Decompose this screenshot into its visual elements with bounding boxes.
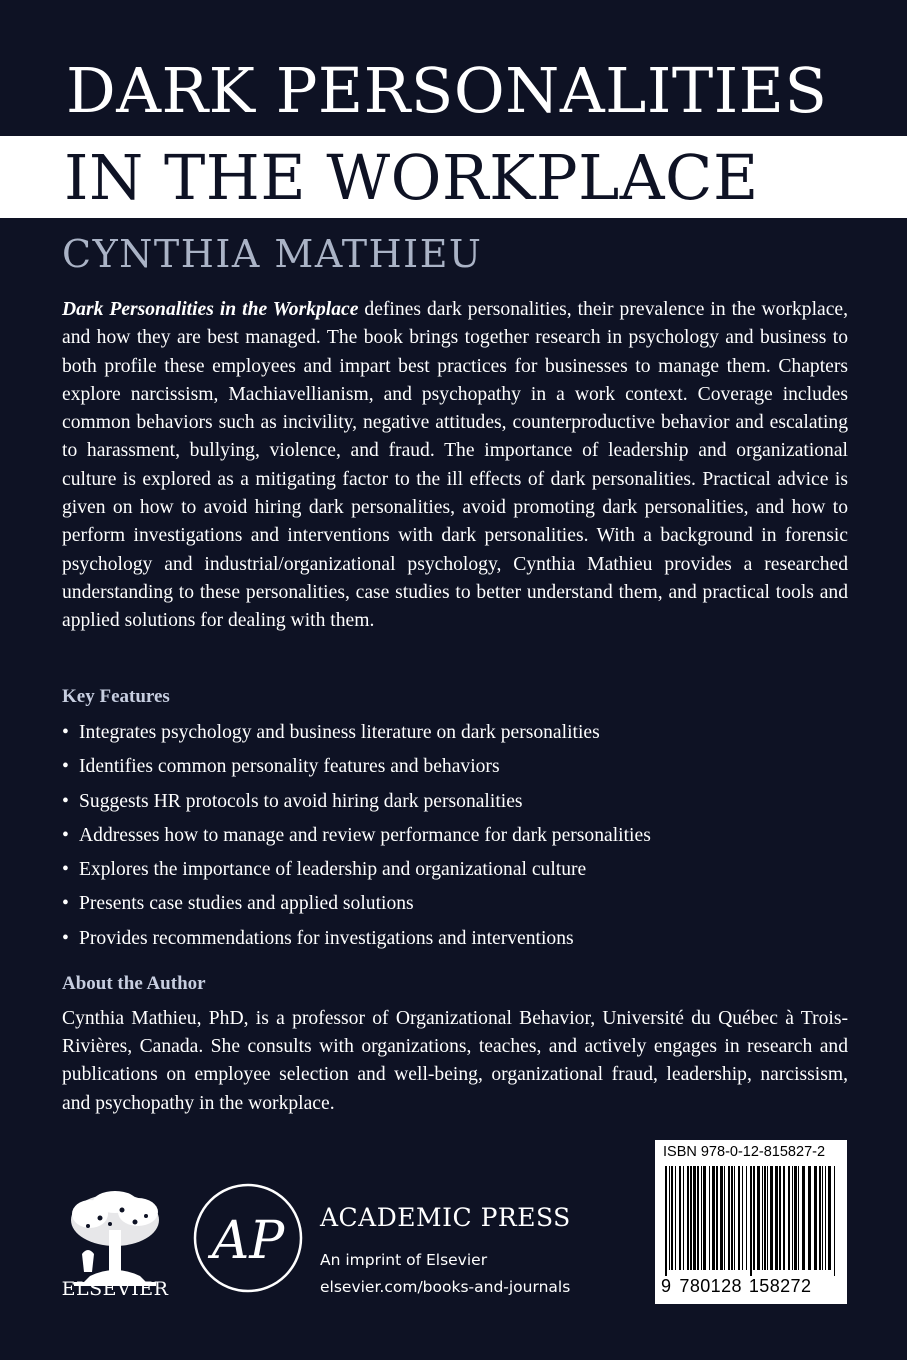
barcode-bar [720,1166,723,1270]
barcode-bar [762,1166,763,1270]
barcode-bar [712,1166,715,1270]
title-line-1: DARK PERSONALITIES [66,53,828,127]
publisher-name: ACADEMIC PRESS [320,1203,571,1232]
barcode-bar [728,1166,730,1270]
barcode-bar [679,1166,681,1270]
key-features-list [62,716,848,956]
about-author-text: Cynthia Mathieu, PhD, is a professor of Organizational Behavior, Université du Québec à Trois-Rivières, Canada. She consults with organizations, teaches, and actively engages in research and publications on employee selection and well-being, organizational fraud, leadership, narcissism, and psychopathy in the workplace. [62,1008,848,1114]
bullet-icon: • [62,893,69,915]
description-text: defines dark personalities, their prevalence in the workplace, and how they are best managed. The book brings together research in psychology and business to both profile these employees and impart best practices for businesses to manage them. Chapters explore narcissism, Machiavellianism, and psychopathy in a work context. Coverage includes common behaviors such as incivility, negative attitudes, counterproductive behavior and escalating to harassment, bullying, violence, and fraud. The importance of leadership and organizational culture is explored as a mitigating factor to the ill effects of dark personalities. Practical advice is given on how to avoid hiring dark personalities, avoid promoting dark personalities, and how to perform investigations and interventions with dark personalities. With a background in forensic psychology and industrial/organizational psychology, Cynthia Mathieu provides a researched understanding to these personalities, case studies to better understand them, and practical tools and applied solutions for dealing with them. [62,299,849,632]
key-feature-text: Integrates psychology and business literature on dark personalities [79,722,600,743]
isbn-label: ISBN 978-0-12-815827-2 [663,1144,826,1160]
barcode-bar [757,1166,760,1270]
bullet-icon: • [62,824,69,846]
barcode-digit-lead: 9 [661,1276,672,1296]
barcode-bar [690,1166,692,1270]
barcode-bar [750,1166,752,1276]
barcode-digits-group1: 780128 [679,1276,742,1296]
key-feature-item [62,785,848,819]
barcode-bar [724,1166,725,1270]
barcode-bar [770,1166,773,1270]
book-description [62,296,848,636]
author-name: CYNTHIA MATHIEU [62,232,483,276]
barcode-bar [788,1166,790,1270]
barcode-bar [792,1166,793,1270]
barcode-digits-group2: 158272 [748,1276,812,1296]
barcode-bar [693,1166,696,1270]
barcode-bar [683,1166,684,1270]
bullet-icon: • [62,722,69,743]
barcode-bar [767,1166,768,1270]
key-feature-text: Suggests HR protocols to avoid hiring dark personalities [79,790,523,812]
about-author-heading: About the Author [62,973,206,994]
barcode-bar [746,1166,747,1270]
bullet-icon: • [62,859,69,881]
key-features-heading: Key Features [62,686,170,707]
barcode-bar [687,1166,689,1270]
elsevier-wordmark: ELSEVIER [61,1278,169,1300]
key-feature-text: Provides recommendations for investigations and interventions [79,927,574,949]
barcode-bar [764,1166,766,1270]
barcode-icon [663,1166,839,1276]
barcode-bar [783,1166,785,1270]
barcode-bar [798,1166,799,1270]
key-feature-text: Presents case studies and applied solutions [79,893,414,915]
key-feature-item [62,922,848,956]
barcode-digits [661,1276,843,1297]
barcode-bar [697,1166,699,1270]
barcode-bar [775,1166,778,1270]
publisher-imprint: An imprint of Elsevier [320,1251,488,1269]
barcode-bar [819,1166,821,1270]
key-feature-text: Explores the importance of leadership and organizational culture [79,859,587,881]
barcode-bar [802,1166,805,1270]
barcode-bar [701,1166,702,1270]
ap-monogram-logo-icon [192,1182,304,1294]
barcode-bar [675,1166,676,1270]
barcode-bar [738,1166,740,1270]
barcode-bar [671,1166,673,1270]
book-title-italic: Dark Personalities in the Workplace [62,299,359,320]
key-feature-item [62,853,848,887]
barcode-bar [669,1166,670,1270]
key-feature-item [62,716,848,750]
title-line-2: IN THE WORKPLACE [64,140,759,214]
barcode-bar [742,1166,743,1270]
barcode-bar [709,1166,710,1270]
ap-monogram-text: AP [211,1211,285,1271]
barcode-bar [822,1166,823,1270]
barcode-bar [665,1166,667,1276]
bullet-icon: • [62,927,69,949]
barcode-bar [703,1166,706,1270]
key-feature-text: Addresses how to manage and review performance for dark personalities [79,824,651,846]
barcode-bar [731,1166,733,1270]
key-feature-item [62,819,848,853]
barcode-bar [834,1166,835,1276]
barcode-bar [794,1166,797,1270]
barcode-bar [734,1166,735,1270]
key-feature-item [62,887,848,921]
barcode-bar [808,1166,811,1270]
barcode-bar [814,1166,817,1270]
bullet-icon: • [62,756,69,778]
barcode-bar [825,1166,826,1270]
barcode-bar [828,1166,831,1270]
barcode-bar [716,1166,718,1270]
isbn-barcode-box [655,1140,847,1304]
barcode-bar [753,1166,755,1270]
publisher-website: elsevier.com/books-and-journals [320,1278,571,1296]
bullet-icon: • [62,790,69,812]
key-feature-item [62,750,848,784]
key-feature-text: Identifies common personality features and behaviors [79,756,500,778]
barcode-bar [779,1166,781,1270]
